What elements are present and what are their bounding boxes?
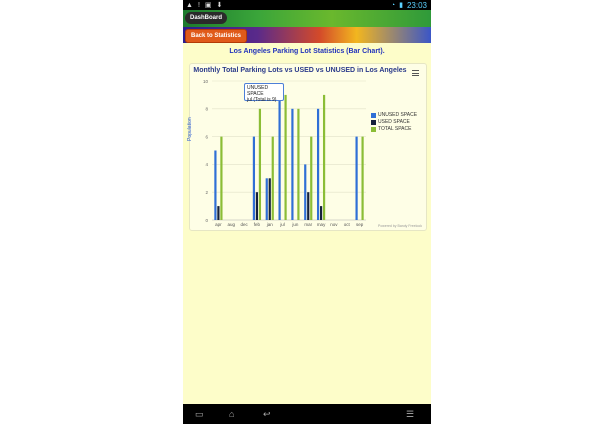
legend-swatch <box>371 113 376 118</box>
bar-used-space-may[interactable] <box>320 206 322 220</box>
clock: 23:03 <box>406 0 427 10</box>
x-tick-label: sep <box>355 222 364 227</box>
overflow-menu-icon[interactable]: ☰ <box>406 409 415 419</box>
bar-used-space-apr[interactable] <box>217 206 219 220</box>
x-tick-label: jul <box>280 222 285 227</box>
bar-unused-space-mar[interactable] <box>304 164 306 220</box>
bar-used-space-mar[interactable] <box>307 192 309 220</box>
y-tick-label: 2 <box>205 190 208 195</box>
legend-item-unused[interactable] <box>371 112 417 118</box>
x-tick-label: may <box>316 222 326 227</box>
wifi-icon: ◔ <box>390 1 396 9</box>
recent-apps-icon[interactable]: ▭ <box>195 409 204 419</box>
tooltip <box>244 83 284 101</box>
bar-chart <box>190 64 426 230</box>
tooltip-series: UNUSED SPACE <box>247 85 269 97</box>
bar-unused-space-jul[interactable] <box>278 95 280 220</box>
legend-label: USED SPACE <box>378 119 410 125</box>
back-icon[interactable]: ↩ <box>263 409 271 419</box>
dashboard-button[interactable]: DashBoard <box>185 12 227 24</box>
y-tick-label: 4 <box>205 162 208 168</box>
legend-item-total[interactable] <box>371 126 417 132</box>
bar-unused-space-apr[interactable] <box>214 151 216 221</box>
legend-swatch <box>371 127 376 132</box>
x-tick-label: jan <box>266 222 273 227</box>
phone-screen <box>183 0 431 424</box>
x-tick-label: apr <box>215 222 222 227</box>
bar-total-space-jul[interactable] <box>284 95 286 220</box>
bar-total-space-feb[interactable] <box>259 109 261 220</box>
y-axis-title: Population <box>187 117 193 141</box>
y-tick-label: 0 <box>205 217 208 223</box>
tooltip-text: jul (Total is 9) <box>247 97 277 103</box>
y-tick-label: 6 <box>205 134 208 140</box>
bar-unused-space-jun[interactable] <box>291 109 293 220</box>
battery-icon: ▮ <box>399 2 403 9</box>
image-icon: ▣ <box>204 2 212 9</box>
bar-unused-space-feb[interactable] <box>253 137 255 220</box>
warning-icon: ▲ <box>186 1 193 9</box>
bar-unused-space-sep[interactable] <box>355 137 357 220</box>
bar-total-space-may[interactable] <box>323 95 325 220</box>
download-icon: ⬇ <box>216 2 223 9</box>
legend <box>371 112 417 133</box>
bar-used-space-feb[interactable] <box>256 192 258 220</box>
back-to-statistics-button[interactable]: Back to Statistics <box>185 29 247 43</box>
legend-label: UNUSED SPACE <box>378 112 418 118</box>
x-tick-label: nov <box>330 222 338 227</box>
legend-swatch <box>371 120 376 125</box>
chart-card <box>189 63 427 231</box>
y-tick-label: 8 <box>205 106 208 112</box>
bar-total-space-mar[interactable] <box>310 137 312 220</box>
x-tick-label: feb <box>253 222 261 227</box>
bar-total-space-sep[interactable] <box>361 137 363 220</box>
bar-used-space-jan[interactable] <box>269 178 271 220</box>
x-tick-label: aug <box>227 222 236 227</box>
bar-total-space-jan[interactable] <box>272 137 274 220</box>
home-icon[interactable]: ⌂ <box>229 409 235 419</box>
x-tick-label: jun <box>292 222 299 227</box>
page-title: Los Angeles Parking Lot Statistics (Bar Chart). <box>229 48 385 55</box>
chart-credit: Powered by Bandy Freelook <box>378 224 422 228</box>
x-tick-label: oct <box>343 222 350 227</box>
bar-total-space-jun[interactable] <box>297 109 299 220</box>
bar-unused-space-may[interactable] <box>317 109 319 220</box>
y-tick-label: 10 <box>202 78 208 84</box>
x-tick-label: mar <box>304 222 313 227</box>
bar-unused-space-jan[interactable] <box>266 178 268 220</box>
status-bar <box>183 0 431 10</box>
chart-title: Monthly Total Parking Lots vs USED vs UNUSED in Los Angeles <box>193 67 407 74</box>
x-tick-label: dec <box>240 222 248 227</box>
android-navbar <box>183 404 431 424</box>
legend-label: TOTAL SPACE <box>378 126 412 132</box>
legend-item-used[interactable] <box>371 119 417 125</box>
alert-icon: ! <box>197 1 200 9</box>
bar-total-space-apr[interactable] <box>220 137 222 220</box>
